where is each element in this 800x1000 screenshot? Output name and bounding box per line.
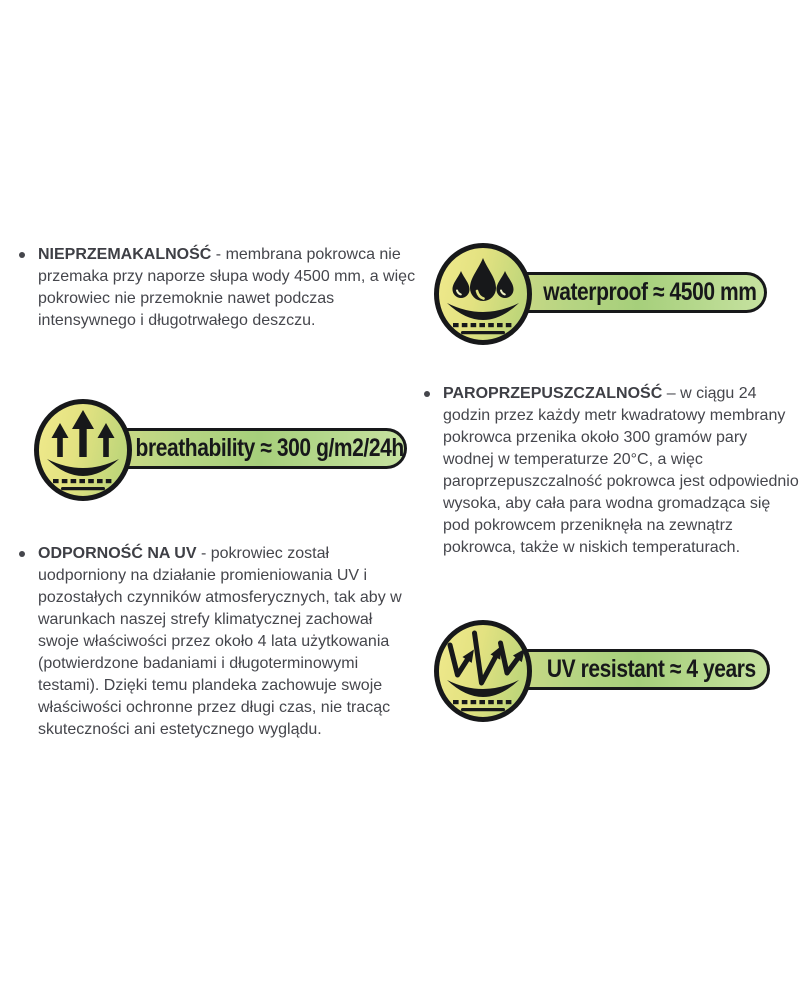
title-separator: - — [196, 545, 211, 562]
uv-reflect-arrows-icon — [433, 619, 533, 723]
title-separator: - — [211, 246, 226, 263]
bullet-marker — [19, 252, 25, 258]
breathability-banner-label: breathability ≈ 300 g/m2/24h — [135, 434, 405, 462]
title-separator: – — [662, 385, 681, 402]
water-drops-icon — [433, 242, 533, 346]
section-body: membrana pokrowca nie przemaka przy naporze słupa wody 4500 mm, a więc pokrowiec nie przemoknie nawet podczas intensywnego i długotrwałego deszczu. — [38, 246, 416, 329]
section-uv-resistance-text — [38, 543, 416, 741]
section-title: ODPORNOŚĆ NA UV — [38, 545, 197, 562]
bullet-marker — [424, 391, 430, 397]
section-vapor-permeability-text — [443, 383, 799, 559]
breathability-arrows-icon — [33, 398, 133, 502]
section-title: NIEPRZEMAKALNOŚĆ — [38, 246, 212, 263]
section-uv-resistance — [16, 543, 416, 741]
uv-resistant-banner-label: UV resistant ≈ 4 years — [547, 655, 756, 683]
section-vapor-permeability — [421, 383, 799, 559]
section-waterproofness-text — [38, 244, 416, 332]
section-body: w ciągu 24 godzin przez każdy metr kwadratowy membrany pokrowca przenika około 300 gramów pary wodnej w temperaturze 20°C, a więc paroprzepuszczalność pokrowca jest odpowiednio wysoka, aby cała para wodna gromadząca się pod pokrowcem przeniknęła na zewnątrz pokrowca, także w niskich temperaturach. — [443, 385, 799, 556]
bullet-marker — [19, 551, 25, 557]
section-body: pokrowiec został uodporniony na działanie promieniowania UV i pozostałych czynników atmosferycznych, tak aby w warunkach naszej strefy klimatycznej zachował swoje właściwości przez około 4 lata użytkowania (potwierdzone badaniami i długoterminowymi testami). Dzięki temu plandeka zachowuje swoje właściwości ochronne przez długi czas, nie tracąc skuteczności ani estetycznego wyglądu. — [38, 545, 402, 738]
section-waterproofness — [16, 244, 416, 332]
section-title: PAROPRZEPUSZCZALNOŚĆ — [443, 385, 663, 402]
waterproof-banner-label: waterproof ≈ 4500 mm — [542, 278, 757, 306]
